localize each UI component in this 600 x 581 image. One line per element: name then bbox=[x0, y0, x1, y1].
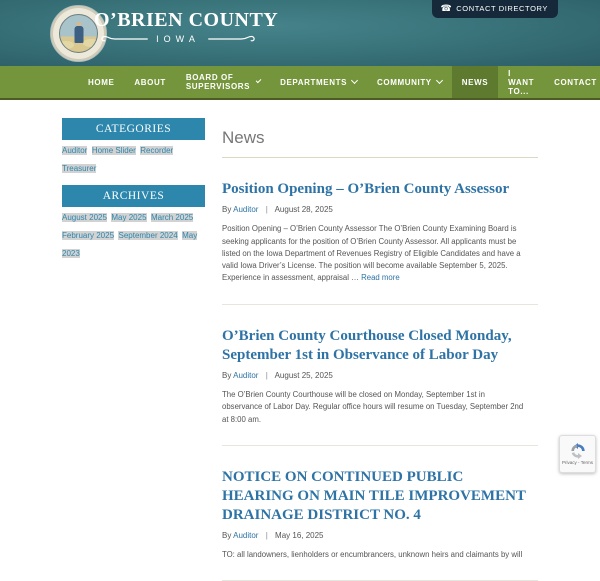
article-title-link[interactable]: NOTICE ON CONTINUED PUBLIC HEARING ON MAIN TILE IMPROVEMENT DRAINAGE DISTRICT NO. 4 bbox=[222, 468, 526, 524]
article-date: August 25, 2025 bbox=[274, 370, 333, 380]
sidebar-item-march-2025[interactable]: March 2025 bbox=[150, 213, 194, 222]
nav-item-news[interactable]: NEWS bbox=[452, 66, 498, 98]
nav-item-community[interactable]: COMMUNITY bbox=[367, 66, 452, 98]
site-title: O’BRIEN COUNTY bbox=[94, 9, 279, 31]
seal-illustration bbox=[59, 14, 98, 53]
article-excerpt: The O’Brien County Courthouse will be closed on Monday, September 1st in observance of Labor Day. Regular office hours will resume on Tuesday, September 2nd at 8:00 am. bbox=[222, 389, 524, 424]
meta-by-label: By bbox=[222, 205, 232, 215]
meta-separator: | bbox=[265, 531, 268, 541]
site-subtitle: IOWA bbox=[156, 34, 200, 44]
main-content bbox=[222, 128, 538, 581]
recaptcha-privacy-terms: Privacy - Terms bbox=[562, 460, 593, 465]
nav-item-board-of-supervisors[interactable]: BOARD OF SUPERVISORS bbox=[176, 66, 270, 98]
chevron-down-icon bbox=[436, 77, 443, 84]
article-date: May 16, 2025 bbox=[275, 531, 324, 541]
article-date: August 28, 2025 bbox=[274, 205, 333, 215]
sidebar-item-may-2025[interactable]: May 2025 bbox=[111, 213, 147, 222]
nav-item-i-want-to[interactable]: I WANT TO... bbox=[508, 68, 535, 96]
flourish-left-icon bbox=[98, 34, 150, 44]
article-meta bbox=[222, 531, 538, 540]
sidebar-item-february-2025[interactable]: February 2025 bbox=[62, 231, 115, 240]
recaptcha-icon bbox=[570, 443, 586, 459]
nav-item-departments[interactable]: DEPARTMENTS bbox=[270, 66, 367, 98]
categories-section bbox=[62, 118, 205, 176]
sidebar-item-may-2023[interactable]: May 2023 bbox=[62, 231, 198, 258]
meta-separator: | bbox=[265, 205, 268, 215]
site-title-block bbox=[94, 9, 279, 44]
sidebar-item-treasurer[interactable]: Treasurer bbox=[62, 164, 97, 173]
author-link[interactable]: Auditor bbox=[233, 205, 259, 215]
nav-item-home[interactable]: HOME bbox=[88, 77, 115, 87]
meta-by-label: By bbox=[222, 370, 232, 380]
meta-separator: | bbox=[265, 370, 268, 380]
article-meta bbox=[222, 371, 538, 380]
categories-header: CATEGORIES bbox=[62, 118, 205, 140]
author-link[interactable]: Auditor bbox=[233, 370, 259, 380]
categories-list bbox=[62, 140, 205, 176]
article-title-link[interactable]: Position Opening – O’Brien County Assessor bbox=[222, 181, 510, 197]
page-title: News bbox=[222, 128, 538, 158]
chevron-down-icon bbox=[256, 78, 262, 84]
recaptcha-badge[interactable] bbox=[559, 435, 596, 473]
article-meta bbox=[222, 205, 538, 214]
nav-item-about[interactable]: ABOUT bbox=[134, 77, 166, 87]
sidebar bbox=[62, 118, 205, 270]
phone-icon: ☎ bbox=[440, 3, 453, 13]
sidebar-item-auditor[interactable]: Auditor bbox=[62, 146, 88, 155]
meta-by-label: By bbox=[222, 531, 232, 541]
news-article bbox=[222, 327, 538, 446]
contact-directory-button[interactable] bbox=[432, 0, 558, 18]
read-more-link[interactable]: Read more bbox=[361, 273, 400, 283]
site-header bbox=[0, 0, 600, 66]
archives-list bbox=[62, 207, 205, 261]
sidebar-item-august-2025[interactable]: August 2025 bbox=[62, 213, 107, 222]
archives-section bbox=[62, 185, 205, 261]
article-excerpt: TO: all landowners, lienholders or encumbrancers, unknown heirs and claimants by will bbox=[222, 550, 523, 560]
contact-directory-label: CONTACT DIRECTORY bbox=[456, 4, 548, 13]
flourish-right-icon bbox=[206, 34, 258, 44]
main-nav bbox=[0, 66, 600, 100]
author-link[interactable]: Auditor bbox=[233, 531, 259, 541]
article-title-link[interactable]: O’Brien County Courthouse Closed Monday, September 1st in Observance of Labor Day bbox=[222, 327, 512, 363]
site-subtitle-row bbox=[94, 34, 262, 44]
archives-header: ARCHIVES bbox=[62, 185, 205, 207]
article-list bbox=[222, 180, 538, 581]
news-article bbox=[222, 180, 538, 305]
nav-item-contact[interactable]: CONTACT bbox=[554, 77, 597, 87]
news-article bbox=[222, 468, 538, 581]
sidebar-item-home-slider[interactable]: Home Slider bbox=[91, 146, 136, 155]
chevron-down-icon bbox=[351, 77, 358, 84]
sidebar-item-recorder[interactable]: Recorder bbox=[140, 146, 174, 155]
farmer-figure bbox=[74, 26, 83, 43]
article-excerpt: Position Opening – O’Brien County Assessor The O’Brien County Examining Board is seeking applicants for the position of O’Brien County Assessor. All applicants must be listed on the Iowa Department of Revenues Registry of Eligible Candidates and have a valid Iowa Driver’s License. The position will become available September 5, 2025. Experience in assessment, appraisal … Read more bbox=[222, 224, 521, 283]
sidebar-item-september-2024[interactable]: September 2024 bbox=[118, 231, 178, 240]
